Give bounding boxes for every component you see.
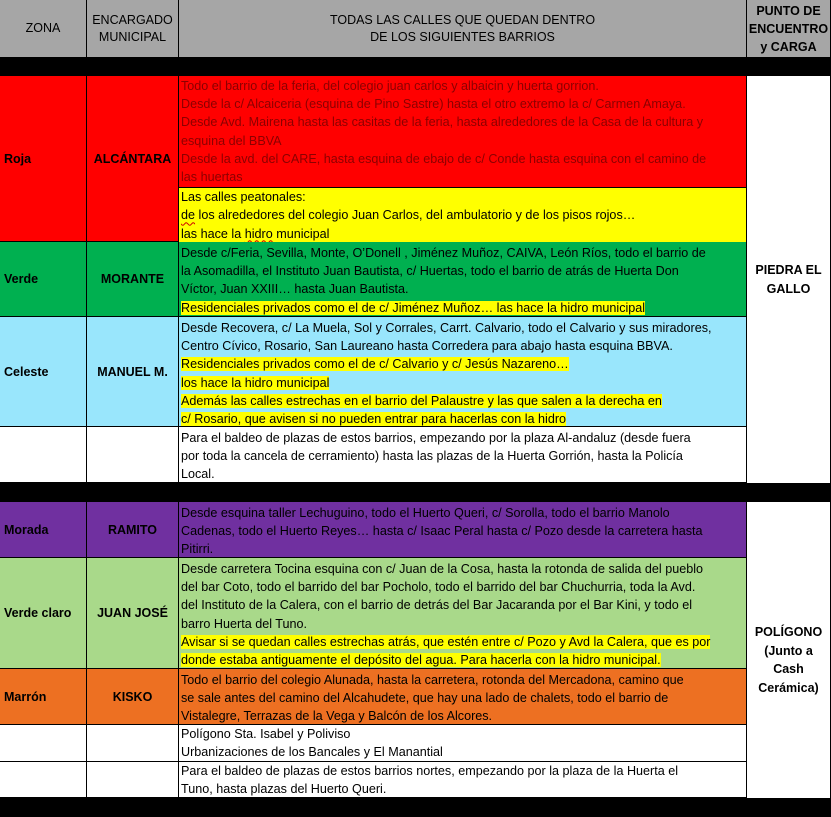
- calles-line: Desde Avd. Mairena hasta las casitas de la feria, hasta alrededores de la Casa de la cultura y: [181, 115, 704, 130]
- zona-verde-claro: [0, 558, 87, 669]
- calles-highlight-line-wrap: [181, 651, 746, 669]
- punto-l1: PIEDRA EL: [755, 263, 822, 277]
- calles-highlight-line: los hace la hidro municipal: [181, 375, 330, 390]
- calles-highlight-line-wrap: [181, 299, 746, 317]
- calles-line: Desde la c/ Alcaiceria (esquina de Pino Sastre) hasta el otro extremo la c/ Carmen Amaya.: [181, 97, 686, 112]
- calles-highlight-line: Las calles peatonales:: [181, 190, 306, 205]
- punto-l2: (Junto a: [764, 643, 813, 658]
- zona-label: Morada: [4, 522, 49, 537]
- calles-highlight-line-wrap: [181, 410, 746, 428]
- header-encargado: [87, 0, 179, 57]
- calles-line: las huertas: [181, 170, 243, 185]
- encargado-morante: [87, 242, 179, 317]
- calles-line: Cadenas, todo el Huerto Reyes… hasta c/ Isaac Peral hasta c/ Pozo desde la carretera hasta: [181, 524, 703, 539]
- calles-line: Desde c/Feria, Sevilla, Monte, O’Donell , Jiménez Muñoz, CAIVA, León Ríos, todo el barrio de: [181, 246, 706, 260]
- encargado-label: ALCÁNTARA: [93, 151, 172, 166]
- calles-line: Urbanizaciones de los Bancales y El Manantial: [181, 745, 443, 760]
- calles-baldeo-1: [179, 427, 747, 483]
- zona-roja: [0, 76, 87, 242]
- header-encargado-l2: MUNICIPAL: [98, 29, 167, 44]
- punto-l2: GALLO: [766, 281, 811, 296]
- calles-line: Tuno, hasta plazas del Huerto Queri.: [181, 782, 387, 797]
- calles-line: Todo el barrio del colegio Alunada, hasta la carretera, rotonda del Mercadona, camino que: [181, 673, 684, 687]
- calles-line: Para el baldeo de plazas de estos barrios, empezando por la plaza Al-andaluz (desde fuera: [181, 431, 691, 445]
- punto-piedra-el-gallo: [747, 76, 831, 483]
- separator-bar-bottom: [0, 798, 831, 817]
- encargado-ramito: [87, 502, 179, 558]
- calles-line: Desde esquina taller Lechuguino, todo el Huerto Queri, c/ Sorolla, todo el barrio Manolo: [181, 506, 670, 520]
- calles-highlight-line: Avisar si se quedan calles estrechas atrás, que estén entre c/ Pozo y Avd la Calera, que es por: [181, 634, 711, 649]
- header-punto: [747, 0, 831, 57]
- zona-celeste: [0, 317, 87, 427]
- header-zona-label: ZONA: [25, 21, 61, 35]
- punto-l3: Cash: [773, 662, 804, 676]
- separator-bar-middle: [0, 483, 831, 502]
- calles-line: Polígono Sta. Isabel y Poliviso: [181, 727, 351, 741]
- punto-poligono: [747, 502, 831, 798]
- header-encargado-l1: ENCARGADO: [92, 12, 173, 27]
- zona-label: Verde: [4, 272, 39, 286]
- calles-line: Para el baldeo de plazas de estos barrios nortes, empezando por la plaza de la Huerta el: [181, 764, 679, 778]
- highlight-block: [179, 187, 746, 243]
- zona-empty: [0, 725, 87, 762]
- header-punto-l3: y CARGA: [760, 39, 817, 54]
- punto-l4: Cerámica): [758, 680, 819, 695]
- encargado-empty: [87, 762, 179, 798]
- calles-line: esquina del BBVA: [181, 133, 282, 148]
- calles-highlight-line-wrap: [181, 633, 746, 651]
- calles-highlight-line: las hace la hidro municipal: [181, 226, 330, 241]
- encargado-label: MANUEL M.: [97, 364, 168, 379]
- encargado-empty: [87, 725, 179, 762]
- calles-line: Todo el barrio de la feria, del colegio juan carlos y albaicin y huerta gorrion.: [181, 79, 599, 93]
- calles-line: se sale antes del camino del Alcahudete, que hay una lado de chalets, todo el barrio de: [181, 691, 669, 706]
- calles-verde: [179, 242, 747, 317]
- header-calles-l1: TODAS LAS CALLES QUE QUEDAN DENTRO: [329, 12, 596, 27]
- calles-highlight-line-wrap: [181, 355, 746, 373]
- calles-line: del Instituto de la Calera, con el barrio de detrás del Bar Jacaranda por el Bar Kini, y todo el: [181, 598, 693, 613]
- punto-l1: POLÍGONO: [754, 625, 823, 639]
- header-calles-l2: DE LOS SIGUIENTES BARRIOS: [370, 29, 555, 44]
- calles-roja: [179, 76, 747, 242]
- calles-line: la Asomadilla, el Instituto Juan Bautista, c/ Huertas, todo el barrio de atrás de Huerta Don: [181, 264, 679, 279]
- calles-line: Centro Cívico, Rosario, San Laureano hasta Corredera para abajo hasta esquina BBVA.: [181, 339, 673, 354]
- header-calles: [179, 0, 747, 57]
- encargado-empty: [87, 427, 179, 483]
- calles-highlight-rest: los alrededores del colegio Juan Carlos, del ambulatorio y de los pisos rojos…: [195, 208, 636, 223]
- encargado-alcantara: [87, 76, 179, 242]
- zona-label: Roja: [4, 151, 32, 166]
- calles-line: Pitirri.: [181, 542, 214, 557]
- calles-celeste: [179, 317, 747, 427]
- encargado-label: MORANTE: [100, 272, 165, 286]
- calles-line: Desde Recovera, c/ La Muela, Sol y Corrales, Carrt. Calvario, todo el Calvario y sus miradores,: [181, 321, 712, 335]
- zona-label: Verde claro: [4, 606, 72, 620]
- zona-empty: [0, 427, 87, 483]
- calles-line: Desde la avd. del CARE, hasta esquina de ebajo de c/ Conde hasta esquina con el camino de: [181, 151, 707, 166]
- calles-marron: [179, 669, 747, 725]
- calles-line: barro Huerta del Tuno.: [181, 616, 308, 631]
- zona-empty: [0, 762, 87, 798]
- calles-highlight-line-wrap: [181, 374, 746, 392]
- calles-morada: [179, 502, 747, 558]
- calles-highlight-line: donde estaba antiguamente el depósito del agua. Para hacerla con la hidro municipal.: [181, 653, 661, 668]
- zona-label: Marrón: [4, 689, 47, 704]
- encargado-label: KISKO: [112, 689, 153, 704]
- calles-line: Víctor, Juan XXIII… hasta Juan Bautista.: [181, 282, 409, 297]
- header-punto-l2: ENCUENTRO: [748, 21, 829, 36]
- zona-marron: [0, 669, 87, 725]
- calles-line: del bar Coto, todo el barrido del bar Pocholo, todo el barrido del bar Chuchurria, toda la Avd.: [181, 580, 696, 595]
- calles-poligono: [179, 725, 747, 762]
- encargado-label: JUAN JOSÉ: [97, 606, 168, 620]
- calles-line: Desde carretera Tocina esquina con c/ Juan de la Cosa, hasta la rotonda de salida del pueblo: [181, 562, 704, 576]
- calles-line: por toda la cancela de cerramiento) hasta las plazas de la Huerta Gorrión, hasta la Policía: [181, 449, 683, 464]
- header-punto-l1: PUNTO DE: [756, 3, 821, 18]
- zona-verde: [0, 242, 87, 317]
- calles-line: Local.: [181, 467, 215, 482]
- calles-verde-claro: [179, 558, 747, 669]
- header-zona: [0, 0, 87, 57]
- calles-highlight-line: c/ Rosario, que avisen si no pueden entrar para hacerlas con la hidro: [181, 412, 567, 427]
- separator-bar-top: [0, 57, 831, 76]
- calles-highlight-line: Residenciales privados como el de c/ Calvario y c/ Jesús Nazareno…: [181, 357, 569, 372]
- encargado-kisko: [87, 669, 179, 725]
- calles-highlight-line: de los alrededores del colegio Juan Carlos, del ambulatorio y de los pisos rojos…: [181, 208, 636, 223]
- zona-morada: [0, 502, 87, 558]
- calles-line: Vistalegre, Terrazas de la Vega y Balcón de los Alcores.: [181, 709, 493, 724]
- calles-highlight-line: Residenciales privados como el de c/ Jiménez Muñoz… las hace la hidro municipal: [181, 300, 646, 315]
- encargado-juan-jose: [87, 558, 179, 669]
- zona-label: Celeste: [4, 364, 49, 379]
- calles-highlight-line: Además las calles estrechas en el barrio del Palaustre y las que salen a la derecha en: [181, 393, 662, 408]
- calles-baldeo-2: [179, 762, 747, 798]
- encargado-manuel: [87, 317, 179, 427]
- calles-highlight-line-wrap: [181, 392, 746, 410]
- encargado-label: RAMITO: [107, 522, 158, 537]
